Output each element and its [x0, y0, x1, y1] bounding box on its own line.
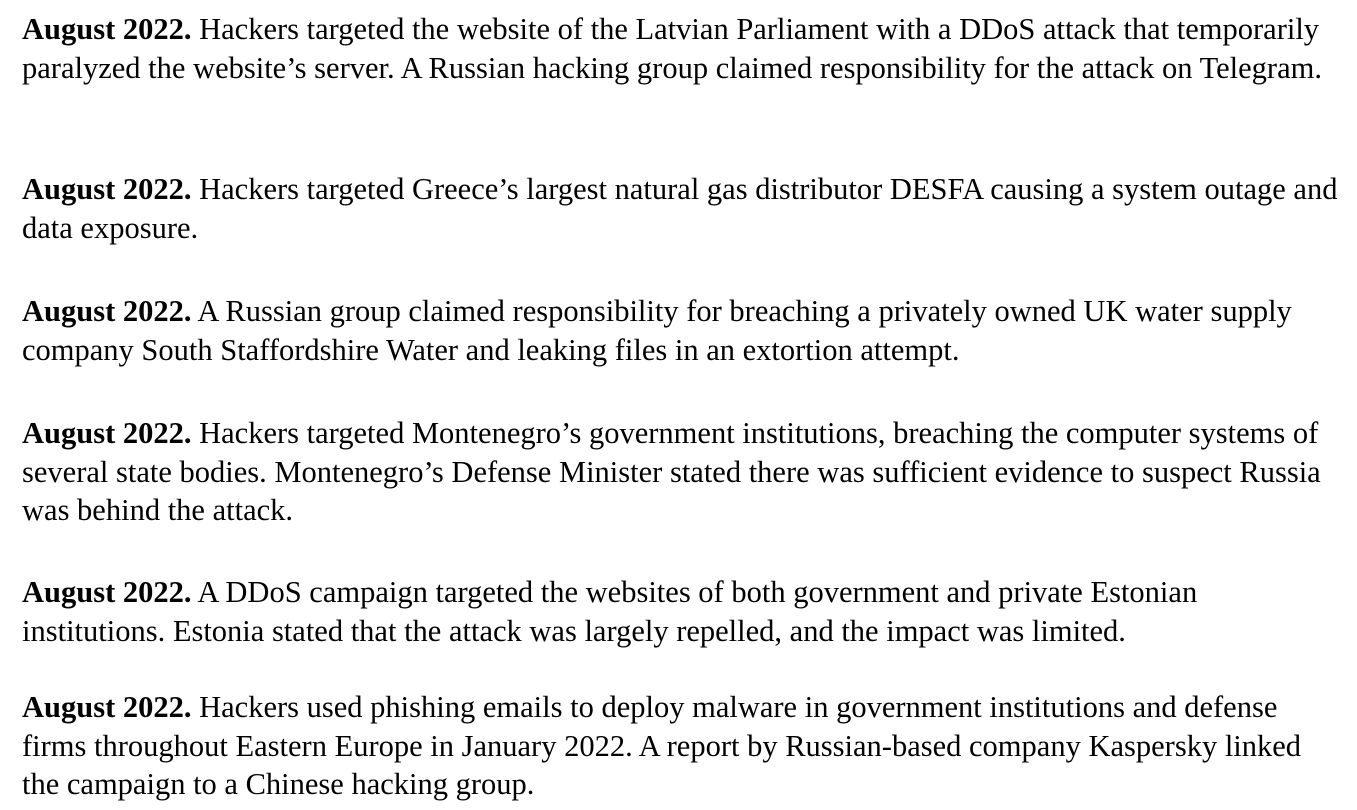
incident-entry: [22, 414, 1342, 530]
incident-entry: [22, 688, 1342, 804]
entry-text: Hackers used phishing emails to deploy malware in government institutions and defense firms throughout Eastern Europe in January 2022. A report by Russian-based company Kaspersky linked the campaign to a Chinese hacking group.: [22, 690, 1302, 802]
entry-text: Hackers targeted Greece’s largest natural gas distributor DESFA causing a system outage and data exposure.: [22, 172, 1338, 245]
incident-entry: [22, 573, 1342, 650]
entry-date: August 2022.: [22, 416, 192, 450]
incident-entry: [22, 292, 1342, 369]
incident-entry: [22, 10, 1342, 87]
entry-date: August 2022.: [22, 172, 192, 206]
entry-date: August 2022.: [22, 294, 192, 328]
entry-text: A DDoS campaign targeted the websites of both government and private Estonian institutions. Estonia stated that the attack was largely repelled, and the impact was limited.: [22, 575, 1198, 648]
incident-entry: [22, 170, 1342, 247]
entry-date: August 2022.: [22, 575, 192, 609]
entry-text: A Russian group claimed responsibility for breaching a privately owned UK water supply company South Staffordshire Water and leaking files in an extortion attempt.: [22, 294, 1292, 367]
entry-text: Hackers targeted Montenegro’s government institutions, breaching the computer systems of several state bodies. Montenegro’s Defense Minister stated there was sufficient evidence to suspect Russia was behind the attack.: [22, 416, 1321, 528]
entry-date: August 2022.: [22, 12, 192, 46]
entry-date: August 2022.: [22, 690, 192, 724]
entry-text: Hackers targeted the website of the Latvian Parliament with a DDoS attack that temporarily paralyzed the website’s server. A Russian hacking group claimed responsibility for the attack on Telegram.: [22, 12, 1322, 85]
